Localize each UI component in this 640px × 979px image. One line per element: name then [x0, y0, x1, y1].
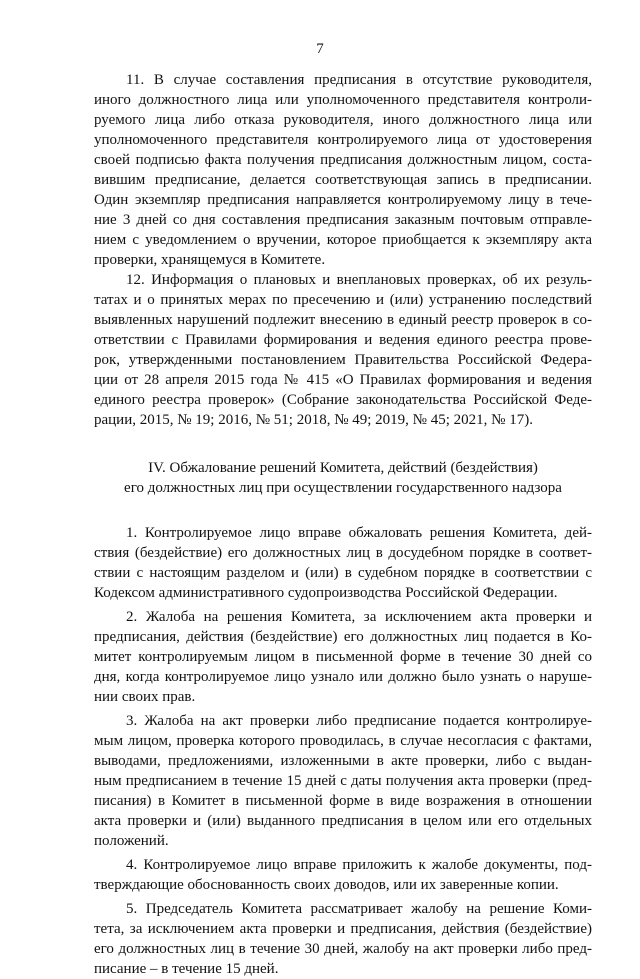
text-line: Один экземпляр предписания направляется контролируемому лицу в тече-: [94, 192, 592, 208]
text-line: 5. Председатель Комитета рассматривает жалобу на решение Коми-: [126, 901, 592, 917]
text-line: тета, за исключением акта проверки и предписания, действия (бездействие): [94, 921, 592, 937]
section-heading: [94, 458, 592, 498]
text-line: 2. Жалоба на решения Комитета, за исключением акта проверки и: [126, 609, 592, 625]
text-line: 1. Контролируемое лицо вправе обжаловать решения Комитета, дей-: [126, 525, 592, 541]
document-body: [94, 70, 592, 979]
text-line: писание – в течение 15 дней.: [94, 961, 279, 977]
paragraph-11: [94, 70, 592, 270]
section-paragraph-3: [94, 711, 592, 851]
text-line: нием с уведомлением о вручении, которое приобщается к экземпляру акта: [94, 232, 592, 248]
text-line: уполномоченного представителя контролируемого лица от удостоверения: [94, 132, 592, 148]
text-line: 3. Жалоба на акт проверки либо предписание подается контролируе-: [126, 713, 592, 729]
text-line: ние 3 дней со дня составления предписания заказным почтовым отправле-: [94, 212, 592, 228]
text-line: акта проверки и (или) выданного предписания в целом или его отдельных: [94, 813, 592, 829]
text-line: иного должностного лица или уполномоченного представителя контроли-: [94, 92, 592, 108]
text-line: 12. Информация о плановых и внеплановых проверках, об их резуль-: [126, 272, 592, 288]
text-line: своей подписью факта получения предписания должностным лицом, соста-: [94, 152, 592, 168]
section-paragraph-2: [94, 607, 592, 707]
text-line: выявленных нарушений подлежит внесению в единый реестр проверок в со-: [94, 312, 592, 328]
text-line: тверждающие обоснованность своих доводов, или их заверенные копии.: [94, 877, 559, 893]
text-line: нии своих прав.: [94, 689, 196, 705]
text-line: выводами, предложениями, изложенными в акте проверки, либо с выдан-: [94, 753, 592, 769]
section-paragraph-4: [94, 855, 592, 895]
section-paragraph-5: [94, 899, 592, 979]
text-line: татах и о принятых мерах по пресечению и (или) устранению последствий: [94, 292, 592, 308]
text-line: ным предписанием в течение 15 дней с даты получения акта проверки (пред-: [94, 773, 592, 789]
paragraph-12: [94, 270, 592, 430]
text-line: ответствии с Правилами формирования и ведения единого реестра прове-: [94, 332, 592, 348]
section-heading-line: его должностных лиц при осуществлении государственного надзора: [124, 480, 562, 496]
text-line: рации, 2015, № 19; 2016, № 51; 2018, № 49; 2019, № 45; 2021, № 17).: [94, 412, 533, 428]
text-line: вившим предписание, делается соответствующая запись в предписании.: [94, 172, 592, 188]
text-line: Кодексом административного судопроизводства Российской Федерации.: [94, 585, 558, 601]
section-heading-line: IV. Обжалование решений Комитета, действий (бездействия): [148, 460, 538, 476]
text-line: рок, утвержденными постановлением Правительства Российской Федера-: [94, 352, 592, 368]
text-line: 4. Контролируемое лицо вправе приложить к жалобе документы, под-: [126, 857, 592, 873]
text-line: ствии с настоящим разделом и (или) в судебном порядке в соответствии с: [94, 565, 592, 581]
text-line: ствия (бездействие) его должностных лиц в досудебном порядке в соответ-: [94, 545, 592, 561]
text-line: дня, когда контролируемое лицо узнало или должно было узнать о наруше-: [94, 669, 592, 685]
text-line: ции от 28 апреля 2015 года № 415 «О Правилах формирования и ведения: [94, 372, 592, 388]
text-line: руемого лица либо отказа руководителя, иного должностного лица или: [94, 112, 592, 128]
text-line: писания) в Комитет в письменной форме в виде возражения в отношении: [94, 793, 592, 809]
page-number: 7: [316, 41, 324, 57]
text-line: проверки, хранящемуся в Комитете.: [94, 252, 326, 268]
text-line: единого реестра проверок» (Собрание законодательства Российской Феде-: [94, 392, 592, 408]
text-line: предписания, действия (бездействие) его должностных лиц подается в Ко-: [94, 629, 592, 645]
text-line: мым лицом, проверка которого проводилась, в случае несогласия с фактами,: [94, 733, 592, 749]
text-line: 11. В случае составления предписания в отсутствие руководителя,: [126, 72, 592, 88]
text-line: положений.: [94, 833, 169, 849]
section-paragraph-1: [94, 523, 592, 603]
text-line: его должностных лиц в течение 30 дней, жалобу на акт проверки либо пред-: [94, 941, 592, 957]
text-line: митет контролируемым лицом в письменной форме в течение 30 дней со: [94, 649, 592, 665]
